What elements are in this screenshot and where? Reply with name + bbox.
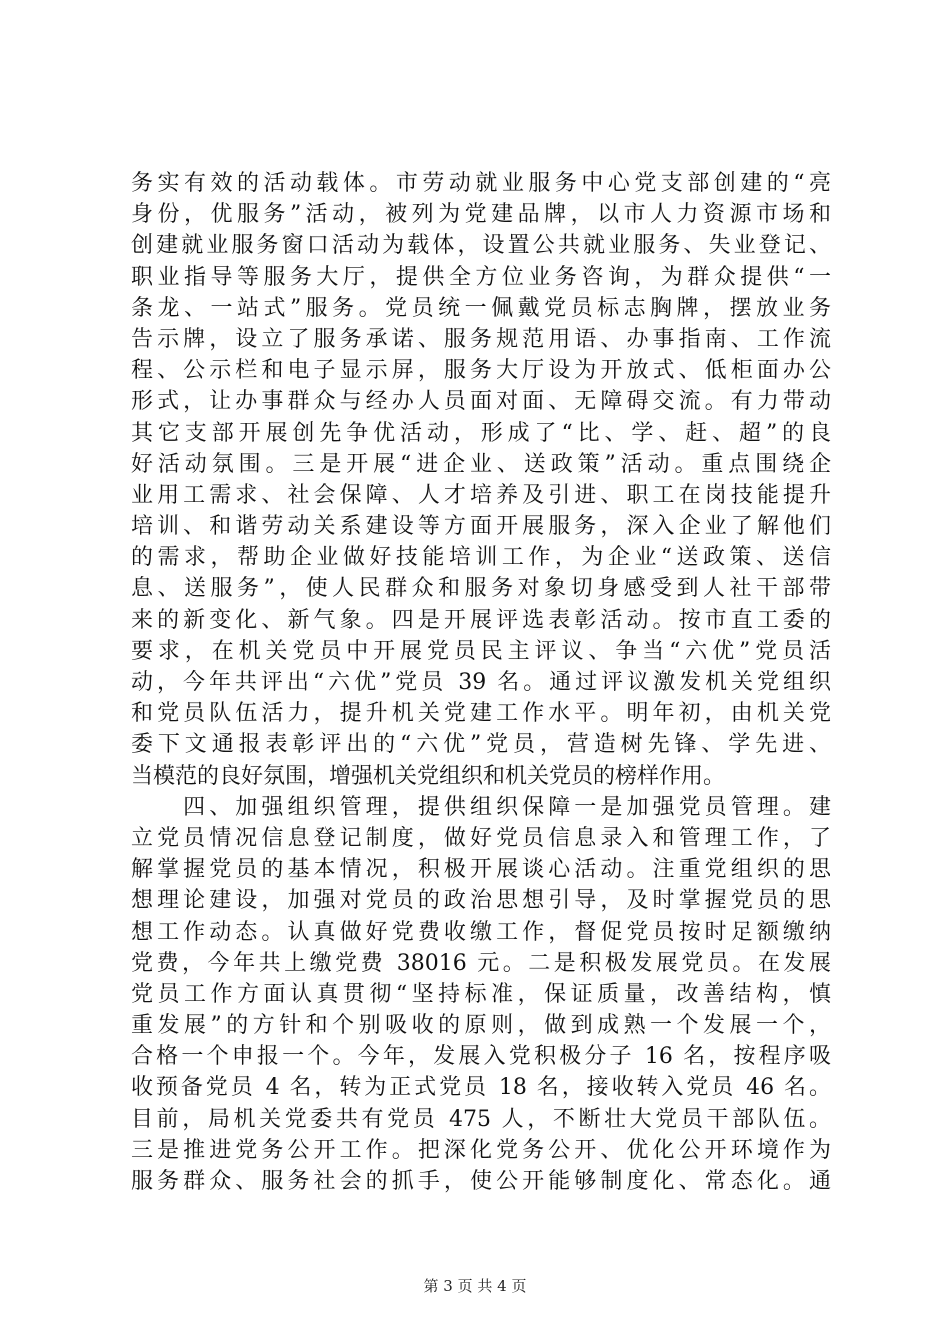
text-line: 和党员队伍活力，提升机关党建工作水平。明年初，由机关党 [131,701,831,727]
text-line: 业用工需求、社会保障、人才培养及引进、职工在岗技能提升 [131,482,831,508]
text-line: 培训、和谐劳动关系建设等方面开展服务，深入企业了解他们 [131,514,831,540]
text-line: 告示牌，设立了服务承诺、服务规范用语、办事指南、工作流 [131,326,831,352]
text-line: 形式，让办事群众与经办人员面对面、无障碍交流。有力带动 [131,389,831,415]
text-line: 好活动氛围。三是开展“进企业、送政策”活动。重点围绕企 [131,451,831,477]
text-line: 的需求，帮助企业做好技能培训工作，为企业“送政策、送信 [131,545,831,571]
text-line: 目前，局机关党委共有党员 475 人，不断壮大党员干部队伍。 [131,1106,831,1132]
text-line: 程、公示栏和电子显示屏，服务大厅设为开放式、低柜面办公 [131,358,831,384]
text-line: 合格一个申报一个。今年，发展入党积极分子 16 名，按程序吸 [131,1044,831,1070]
text-line: 委下文通报表彰评出的“六优”党员，营造树先锋、学先进、 [131,732,831,758]
text-line: 动，今年共评出“六优”党员 39 名。通过评议激发机关党组织 [131,670,831,695]
text-line: 条龙、一站式”服务。党员统一佩戴党员标志胸牌，摆放业务 [131,295,831,321]
text-line: 当模范的良好氛围，增强机关党组织和机关党员的榜样作用。 [131,763,726,789]
page-number-footer: 第 3 页 共 4 页 [423,1277,527,1295]
text-line: 其它支部开展创先争优活动，形成了“比、学、赶、超”的良 [131,420,831,446]
text-line: 想工作动态。认真做好党费收缴工作，督促党员按时足额缴纳 [131,919,831,945]
text-line: 收预备党员 4 名，转为正式党员 18 名，接收转入党员 46 名。 [131,1075,831,1101]
text-line: 三是推进党务公开工作。把深化党务公开、优化公开环境作为 [131,1137,831,1163]
body-text [131,168,831,1197]
text-line: 想理论建设，加强对党员的政治思想引导，及时掌握党员的思 [131,888,831,914]
text-line: 身份，优服务”活动，被列为党建品牌，以市人力资源市场和 [131,202,831,228]
text-line: 务实有效的活动载体。市劳动就业服务中心党支部创建的“亮 [131,171,831,196]
text-line: 四、加强组织管理，提供组织保障一是加强党员管理。建 [131,794,831,820]
text-line: 解掌握党员的基本情况，积极开展谈心活动。注重党组织的思 [131,857,831,883]
text-line: 重发展”的方针和个别吸收的原则，做到成熟一个发展一个， [131,1013,831,1039]
text-line: 创建就业服务窗口活动为载体，设置公共就业服务、失业登记、 [131,233,831,259]
text-line: 息、送服务”，使人民群众和服务对象切身感受到人社干部带 [131,576,831,602]
text-line: 党费，今年共上缴党费 38016 元。二是积极发展党员。在发展 [131,950,831,976]
text-line: 来的新变化、新气象。四是开展评选表彰活动。按市直工委的 [131,607,831,633]
text-line: 立党员情况信息登记制度，做好党员信息录入和管理工作，了 [131,825,831,851]
text-line: 职业指导等服务大厅，提供全方位业务咨询，为群众提供“一 [131,264,831,290]
text-line: 要求，在机关党员中开展党员民主评议、争当“六优”党员活 [131,638,831,664]
text-line: 服务群众、服务社会的抓手，使公开能够制度化、常态化。通 [131,1169,831,1194]
text-line: 党员工作方面认真贯彻“坚持标准，保证质量，改善结构，慎 [131,981,831,1007]
